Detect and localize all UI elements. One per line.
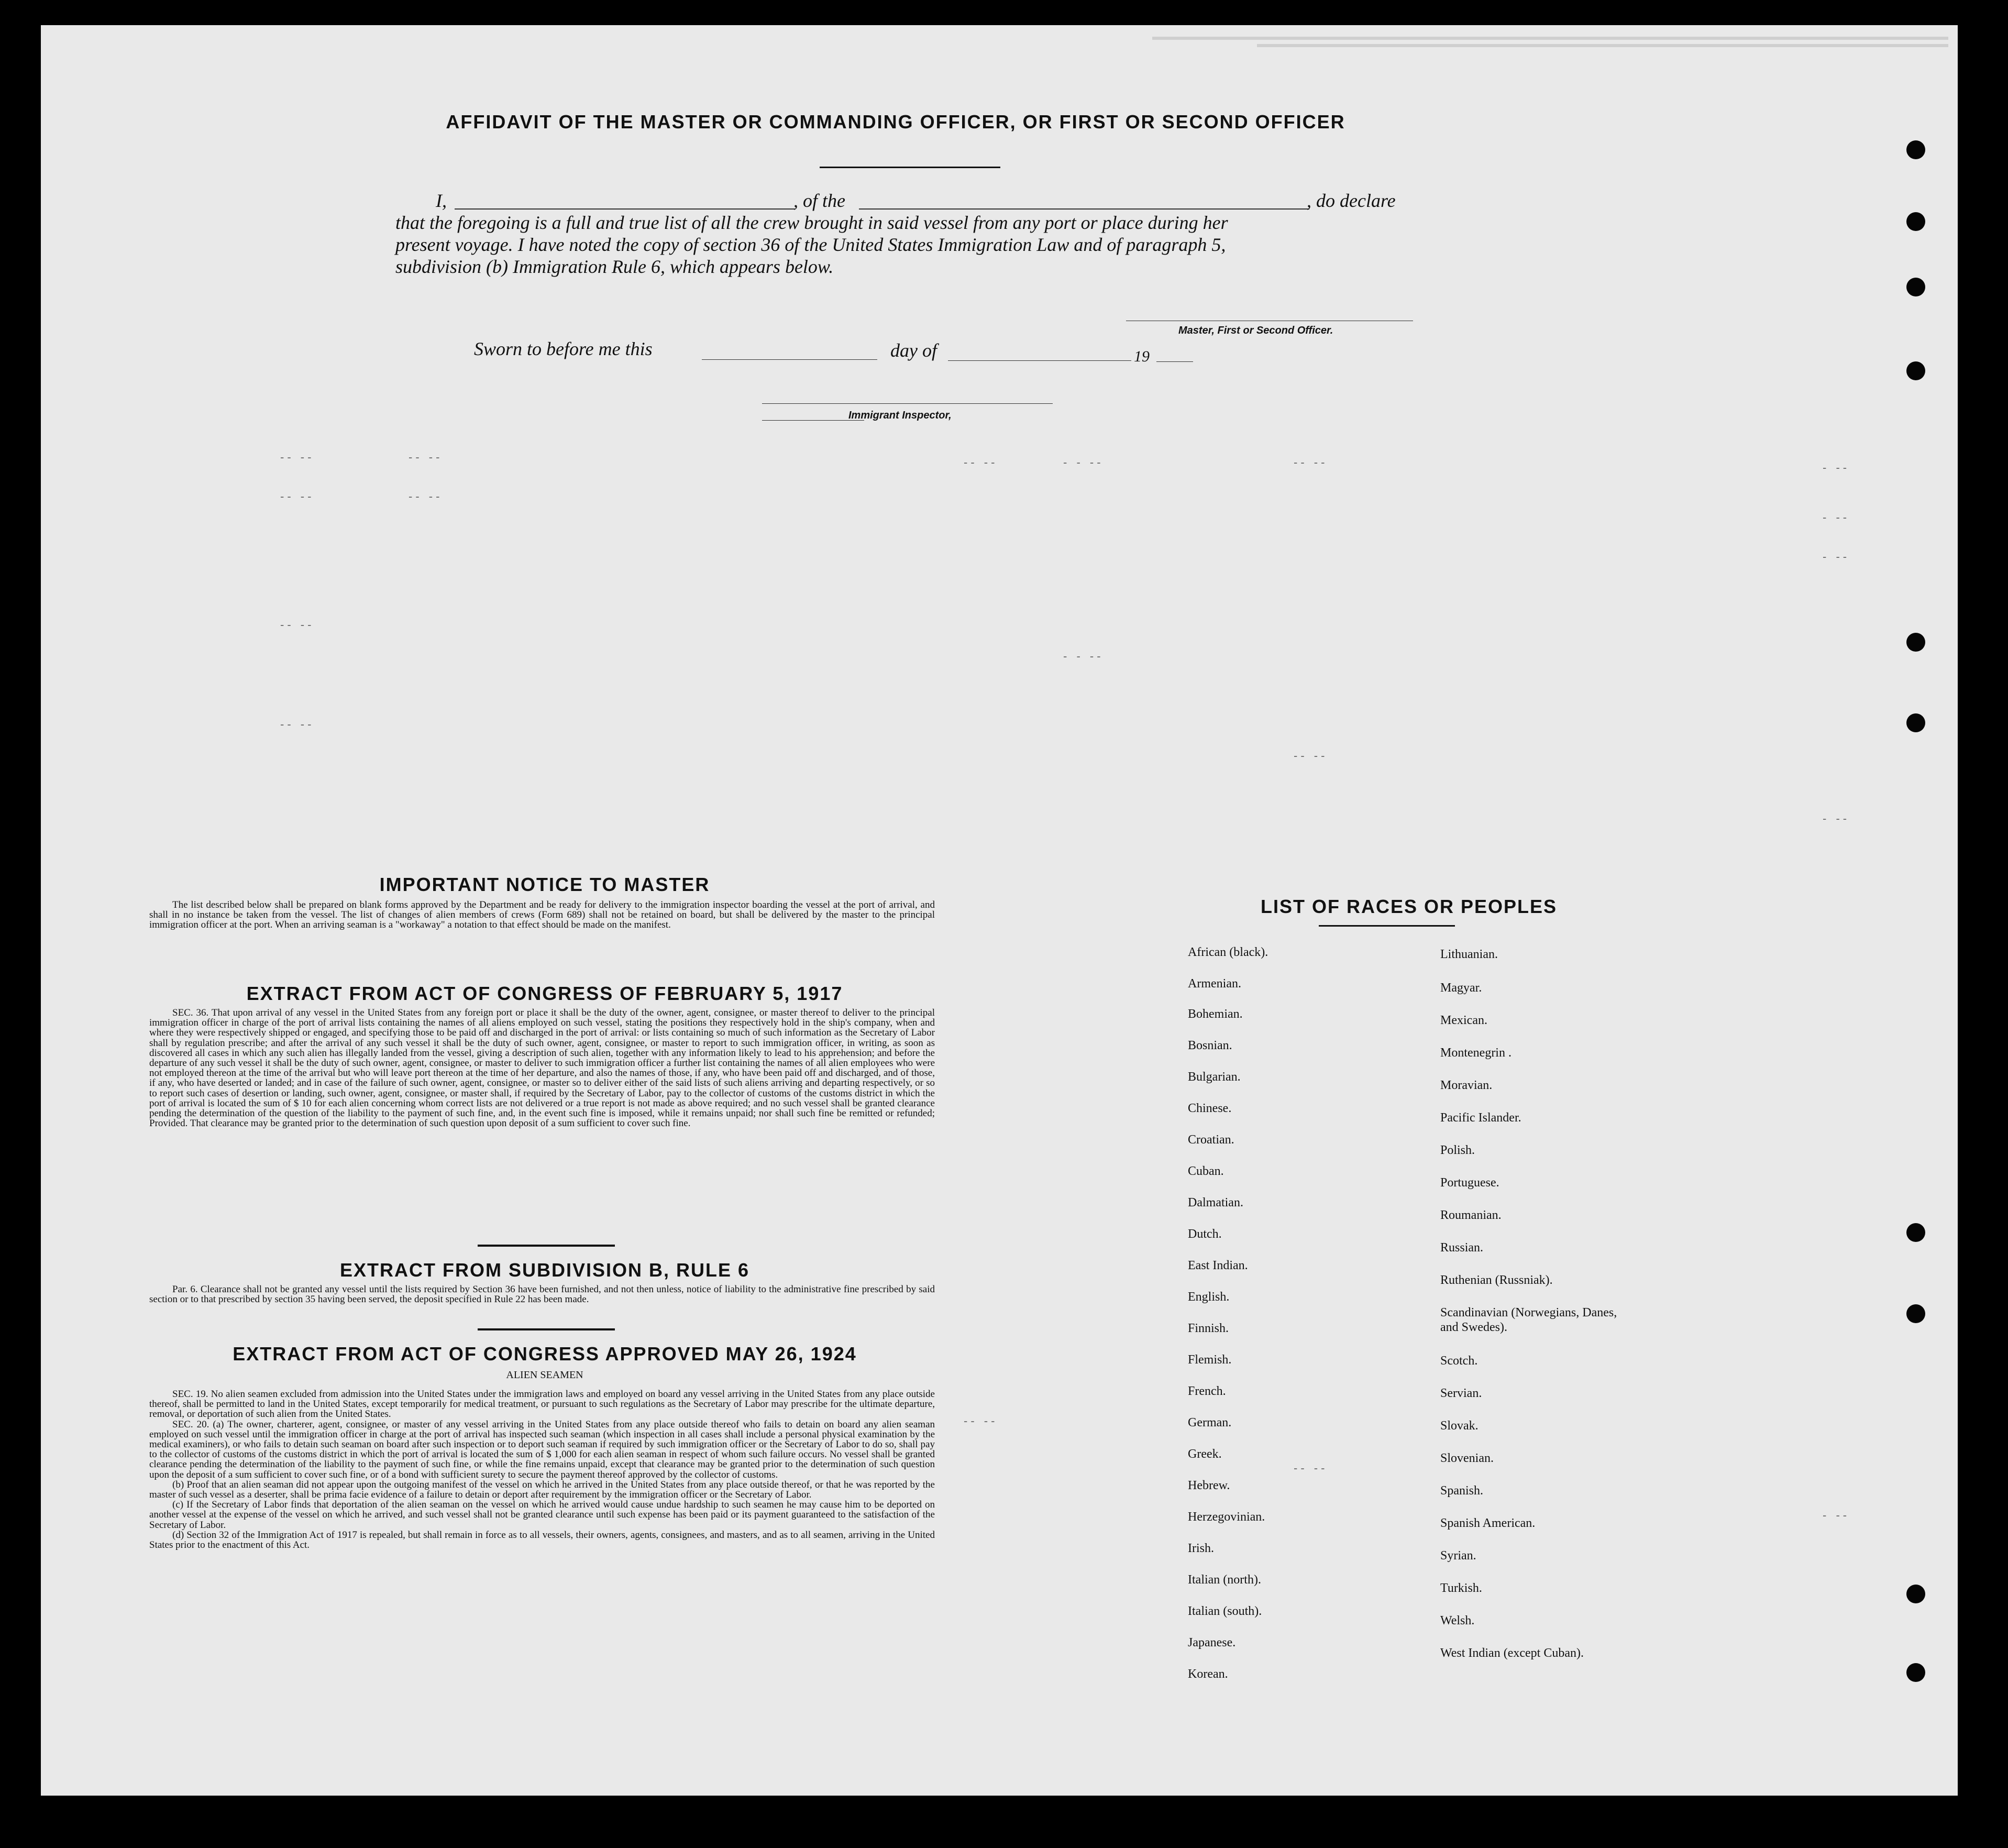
race-item: Spanish. bbox=[1440, 1484, 1484, 1498]
race-item: Scotch. bbox=[1440, 1354, 1478, 1368]
column-tick: -- -- bbox=[409, 490, 443, 503]
race-item: Armenian. bbox=[1188, 977, 1241, 991]
race-item: Slovenian. bbox=[1440, 1451, 1494, 1465]
column-tick: -- -- bbox=[1294, 749, 1328, 762]
race-item: Polish. bbox=[1440, 1143, 1475, 1157]
race-item: Spanish American. bbox=[1440, 1516, 1536, 1530]
race-item: West Indian (except Cuban). bbox=[1440, 1646, 1584, 1660]
affidavit-line2: that the foregoing is a full and true list of all the crew brought in said vessel from any port or place during her bbox=[395, 212, 1228, 233]
race-item: Flemish. bbox=[1188, 1353, 1232, 1367]
signature-label: Master, First or Second Officer. bbox=[1178, 325, 1333, 336]
race-item: Bohemian. bbox=[1188, 1007, 1243, 1021]
race-item: Magyar. bbox=[1440, 981, 1482, 995]
extract-1924-title: EXTRACT FROM ACT OF CONGRESS APPROVED MAY 26, 1924 bbox=[233, 1343, 857, 1365]
race-item: Welsh. bbox=[1440, 1614, 1475, 1627]
race-item: Ruthenian (Russniak). bbox=[1440, 1273, 1553, 1287]
race-item: English. bbox=[1188, 1290, 1230, 1304]
column-tick: -- -- bbox=[1294, 1461, 1328, 1475]
column-tick: -- -- bbox=[280, 618, 315, 631]
sworn-text: Sworn to before me this bbox=[474, 338, 653, 359]
race-item: Montenegrin . bbox=[1440, 1046, 1511, 1060]
race-item: Russian. bbox=[1440, 1241, 1484, 1255]
race-item: Cuban. bbox=[1188, 1164, 1224, 1178]
year-prefix: 19 bbox=[1134, 348, 1150, 365]
name-blank bbox=[455, 208, 795, 210]
column-tick: - -- bbox=[1823, 461, 1850, 474]
race-item: German. bbox=[1188, 1416, 1232, 1429]
race-item: Herzegovinian. bbox=[1188, 1510, 1265, 1524]
binder-hole bbox=[1906, 1663, 1925, 1682]
sec-20a-paragraph: SEC. 20. (a) The owner, charterer, agent, consignee, or master of any vessel arriving in the United States from any place outside thereof who fails to detain on board any alien seaman employed on such vessel until the immigration officer in charge at the port of arrival has inspected such seaman (which inspection in all cases shall include a personal physical examination by the medical examiners), or who fails to detain such seaman on board after such inspection or to deport such seaman if required by such immigration officer or the Secretary of Labor to do so, shall pay to the collector of customs of the customs district in which the port of arrival is located the sum of $ 1,000 for each alien seaman in respect of whom such failure occurs. No vessel shall be granted clearance pending the determination of the liability to the payment of such fine, or while the fine remains unpaid, except that clearance may be granted prior to the determination of such question upon the deposit of a sum sufficient to cover such fine, or of a bond with sufficient surety to secure the payment thereof approved by the collector of customs. bbox=[149, 1418, 935, 1480]
race-item: African (black). bbox=[1188, 945, 1268, 959]
race-item: Turkish. bbox=[1440, 1581, 1482, 1595]
column-tick: - -- bbox=[1823, 550, 1850, 563]
vessel-blank bbox=[859, 208, 1309, 210]
race-item: French. bbox=[1188, 1384, 1226, 1398]
race-item: Roumanian. bbox=[1440, 1208, 1502, 1222]
race-item: Italian (north). bbox=[1188, 1573, 1261, 1587]
race-item: Dalmatian. bbox=[1188, 1196, 1243, 1209]
column-tick: -- -- bbox=[409, 450, 443, 464]
extract-rule6-title: EXTRACT FROM SUBDIVISION B, RULE 6 bbox=[339, 1259, 750, 1281]
sec-20d-paragraph: (d) Section 32 of the Immigration Act of 1917 is repealed, but shall remain in force as to all vessels, their owners, agents, consignees, and masters, and as to all seamen, arriving in the United States prior to the enactment of this Act. bbox=[149, 1529, 935, 1551]
race-item: Servian. bbox=[1440, 1387, 1482, 1400]
column-tick: -- -- bbox=[964, 1414, 998, 1427]
month-blank bbox=[948, 360, 1131, 361]
race-item: Italian (south). bbox=[1188, 1604, 1262, 1618]
race-item: Greek. bbox=[1188, 1447, 1222, 1461]
affidavit-line1-declare: , do declare bbox=[1307, 190, 1396, 211]
sworn-day-blank bbox=[702, 359, 877, 360]
extract-rule6-text bbox=[149, 1284, 935, 1304]
year-blank bbox=[1156, 361, 1193, 362]
race-item: Mexican. bbox=[1440, 1014, 1487, 1027]
column-tick: - -- bbox=[1823, 1509, 1850, 1522]
affidavit-line3: present voyage. I have noted the copy of section 36 of the United States Immigration Law and of paragraph 5, bbox=[395, 234, 1226, 255]
affidavit-line1-of: , of the bbox=[793, 190, 845, 211]
binder-hole bbox=[1906, 361, 1925, 380]
notice-paragraph: The list described below shall be prepared on blank forms approved by the Department and be ready for delivery to the immigration inspector boarding the vessel at the port of arrival, and shall in no instance be taken from the vessel. The list of changes of alien members of crews (Form 689) shall not be retained on board, but shall be delivered by the master to the principal immigration officer at the port. When an arriving seaman is a "workaway" a notation to that effect should be made on the manifest. bbox=[149, 899, 935, 931]
page-edge bbox=[1257, 44, 1948, 47]
race-item: Chinese. bbox=[1188, 1102, 1232, 1115]
race-item: Hebrew. bbox=[1188, 1479, 1230, 1492]
races-title: LIST OF RACES OR PEOPLES bbox=[1260, 896, 1558, 917]
section-divider bbox=[478, 1328, 615, 1330]
binder-hole bbox=[1906, 1585, 1925, 1603]
column-tick: -- -- bbox=[1294, 456, 1328, 469]
affidavit-line1-i: I, bbox=[436, 190, 447, 211]
column-tick: -- -- bbox=[964, 456, 998, 469]
affidavit-line4: subdivision (b) Immigration Rule 6, which appears below. bbox=[395, 256, 834, 277]
binder-hole bbox=[1906, 713, 1925, 732]
race-item: Bosnian. bbox=[1188, 1039, 1232, 1052]
race-item: Dutch. bbox=[1188, 1227, 1222, 1241]
sec-20c-paragraph: (c) If the Secretary of Labor finds that deportation of the alien seaman on the vessel on which he arrived would cause undue hardship to such seamen he may cause him to be deported on another vessel at the expense of the vessel on which he arrived, and such vessel shall not be granted clearance until such expense has been paid or its payment guaranteed to the satisfaction of the Secretary of Labor. bbox=[149, 1499, 935, 1531]
alien-seamen-subtitle: ALIEN SEAMEN bbox=[506, 1369, 583, 1381]
page-edge bbox=[1152, 37, 1948, 40]
binder-hole bbox=[1906, 633, 1925, 652]
binder-hole bbox=[1906, 140, 1925, 159]
race-item: Irish. bbox=[1188, 1542, 1214, 1555]
column-tick: - - -- bbox=[1063, 650, 1104, 663]
column-tick: -- -- bbox=[280, 718, 315, 731]
inspector-label: Immigrant Inspector, bbox=[848, 410, 952, 421]
race-item: Croatian. bbox=[1188, 1133, 1234, 1147]
affidavit-title: AFFIDAVIT OF THE MASTER OR COMMANDING OFFICER, OR FIRST OR SECOND OFFICER bbox=[446, 111, 1345, 133]
day-of-text: day of bbox=[890, 340, 937, 361]
races-title-underline bbox=[1319, 925, 1455, 927]
race-item: Syrian. bbox=[1440, 1549, 1476, 1563]
race-item: Slovak. bbox=[1440, 1419, 1479, 1433]
extract-1917-title: EXTRACT FROM ACT OF CONGRESS OF FEBRUARY 5, 1917 bbox=[246, 983, 843, 1004]
title-underline bbox=[820, 167, 1000, 168]
binder-hole bbox=[1906, 212, 1925, 231]
notice-text bbox=[149, 900, 935, 930]
column-tick: - -- bbox=[1823, 511, 1850, 524]
race-item: Japanese. bbox=[1188, 1636, 1236, 1649]
inspector-line bbox=[762, 403, 1053, 404]
binder-hole bbox=[1906, 1223, 1925, 1242]
extract-1917-text bbox=[149, 1008, 935, 1128]
notice-title: IMPORTANT NOTICE TO MASTER bbox=[379, 874, 710, 895]
race-item: Moravian. bbox=[1440, 1079, 1493, 1092]
race-item: Korean. bbox=[1188, 1667, 1228, 1681]
race-item: Lithuanian. bbox=[1440, 948, 1498, 961]
column-tick: -- -- bbox=[280, 490, 315, 503]
par-6-paragraph: Par. 6. Clearance shall not be granted any vessel until the lists required by Section 36 have been furnished, and not then unless, notice of liability to the administrative fine prescribed by said section or to that prescribed by section 35 having been served, the deposit specified in Rule 22 has been made. bbox=[149, 1284, 935, 1305]
race-item: Scandinavian (Norwegians, Danes, and Swedes). bbox=[1440, 1306, 1617, 1334]
binder-hole bbox=[1906, 278, 1925, 296]
column-tick: - - -- bbox=[1063, 456, 1104, 469]
extract-1924-text bbox=[149, 1389, 935, 1550]
race-item: East Indian. bbox=[1188, 1259, 1248, 1272]
section-divider bbox=[478, 1245, 615, 1247]
column-tick: -- -- bbox=[280, 450, 315, 464]
race-item: Finnish. bbox=[1188, 1322, 1229, 1335]
race-item: Pacific Islander. bbox=[1440, 1111, 1521, 1125]
sec-20b-paragraph: (b) Proof that an alien seaman did not appear upon the outgoing manifest of the vessel on which he arrived in the United States from any place outside thereof, or that he was reported by the master of such vessel as a deserter, shall be prima facie evidence of a failure to detain or deport after requirement by the immigration officer or the Secretary of Labor. bbox=[149, 1479, 935, 1501]
race-item: Portuguese. bbox=[1440, 1176, 1499, 1190]
sec-19-paragraph: SEC. 19. No alien seamen excluded from admission into the United States under the immigration laws and employed on board any vessel arriving in the United States from any place outside thereof, shall be permitted to land in the United States, except temporarily for medical treatment, or pursuant to such regulations as the Secretary of Labor may prescribe for the ultimate departure, removal, or deportation of such alien from the United States. bbox=[149, 1389, 935, 1420]
sec-36-paragraph: SEC. 36. That upon arrival of any vessel in the United States from any foreign port or place it shall be the duty of the owner, agent, consignee, or master thereof to deliver to the principal immigration officer in charge of the port of arrival lists containing the names of all aliens employed on such vessel, stating the positions they respectively hold in the ship's company, when and where they were respectively shipped or engaged, and specifying those to be paid off and discharged in the port of arrival: or lists containing so much of such information as the Secretary of Labor shall by regulation prescribe; and after the arrival of any such vessel it shall be the duty of such owner, agent, consignee, or master to report to such immigration officer, in writing, as soon as discovered all cases in which any such alien has illegally landed from the vessel, giving a description of such alien, together with any information likely to lead to his apprehension; and before the departure of any such vessel it shall be the duty of such owner, agent, consignee, or master to deliver to such immigration officer a further list containing the names of all alien employees who were not employed thereon at the time of the arrival but who will leave port thereon at the time of her departure, and also the names of those, if any, who have been paid off and discharged, and of those, if any, who have deserted or landed; and in case of the failure of such owner, agent, consignee, or master so to deliver either of the said lists of such aliens arriving and departing respectively, or so to report such cases of desertion or landing, such owner, agent, consignee, or master shall, if required by the Secretary of Labor, pay to the collector of customs of the customs district in which the port of arrival is located the sum of $ 10 for each alien concerning whom correct lists are not delivered or a true report is not made as above required; and no such vessel shall be granted clearance pending the determination of the question of the liability to the payment of such fine, and, in the event such fine is imposed, while it remains unpaid; nor shall such fine be remitted or refunded; Provided. That clearance may be granted prior to the determination of such question upon deposit of a sum sufficient to cover such fine. bbox=[149, 1007, 935, 1129]
race-item: Bulgarian. bbox=[1188, 1070, 1241, 1084]
column-tick: - -- bbox=[1823, 812, 1850, 825]
binder-hole bbox=[1906, 1304, 1925, 1323]
